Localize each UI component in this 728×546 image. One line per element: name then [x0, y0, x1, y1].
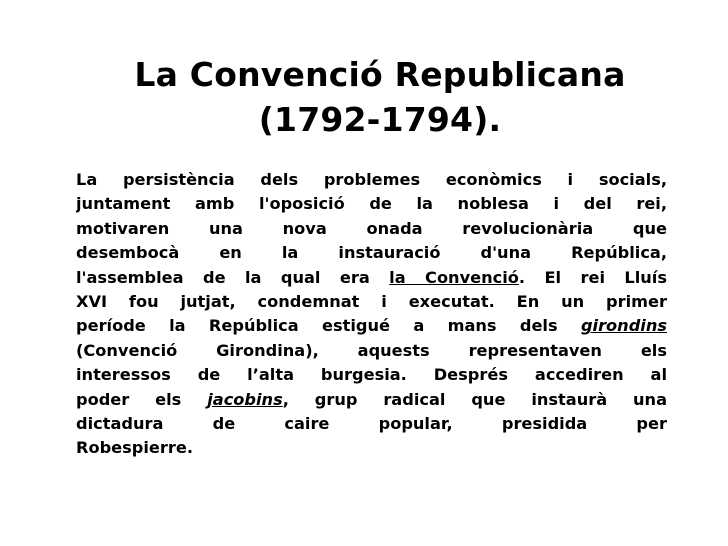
- paragraph-line: [76, 314, 667, 338]
- paragraph-text: . El rei Lluís: [518, 267, 667, 287]
- girondins-link[interactable]: girondins: [580, 316, 667, 336]
- convencio-link[interactable]: la Convenció: [389, 267, 519, 287]
- paragraph-text: , grup radical que instaurà una: [282, 389, 667, 409]
- paragraph-line: [76, 266, 667, 290]
- paragraph-text: període la República estigué a mans dels: [76, 316, 581, 336]
- paragraph-line: La persistència dels problemes econòmics i socials,: [76, 170, 667, 189]
- paragraph-line: motivaren una nova onada revolucionària que: [76, 218, 667, 238]
- paragraph-line: interessos de l’alta burgesia. Després accediren al: [76, 365, 667, 385]
- paragraph-text: poder els: [76, 389, 208, 409]
- paragraph-line: juntament amb l'oposició de la noblesa i del rei,: [76, 194, 667, 214]
- paragraph-line: [76, 388, 667, 412]
- paragraph-line: XVI fou jutjat, condemnat i executat. En un primer: [76, 292, 667, 312]
- title-line-1: La Convenció Republicana: [134, 55, 626, 94]
- paragraph-line: Robespierre.: [76, 438, 193, 458]
- paragraph-line: dictadura de caire popular, presidida per: [76, 414, 667, 434]
- paragraph-text: l'assemblea de la qual era: [76, 267, 390, 287]
- jacobins-link[interactable]: jacobins: [207, 389, 283, 409]
- paragraph-line: desembocà en la instauració d'una República,: [76, 243, 667, 263]
- slide-title: [70, 52, 690, 142]
- title-line-2: (1792-1794).: [258, 100, 502, 139]
- body-paragraph: [76, 168, 667, 461]
- paragraph-line: (Convenció Girondina), aquests representaven els: [76, 340, 667, 360]
